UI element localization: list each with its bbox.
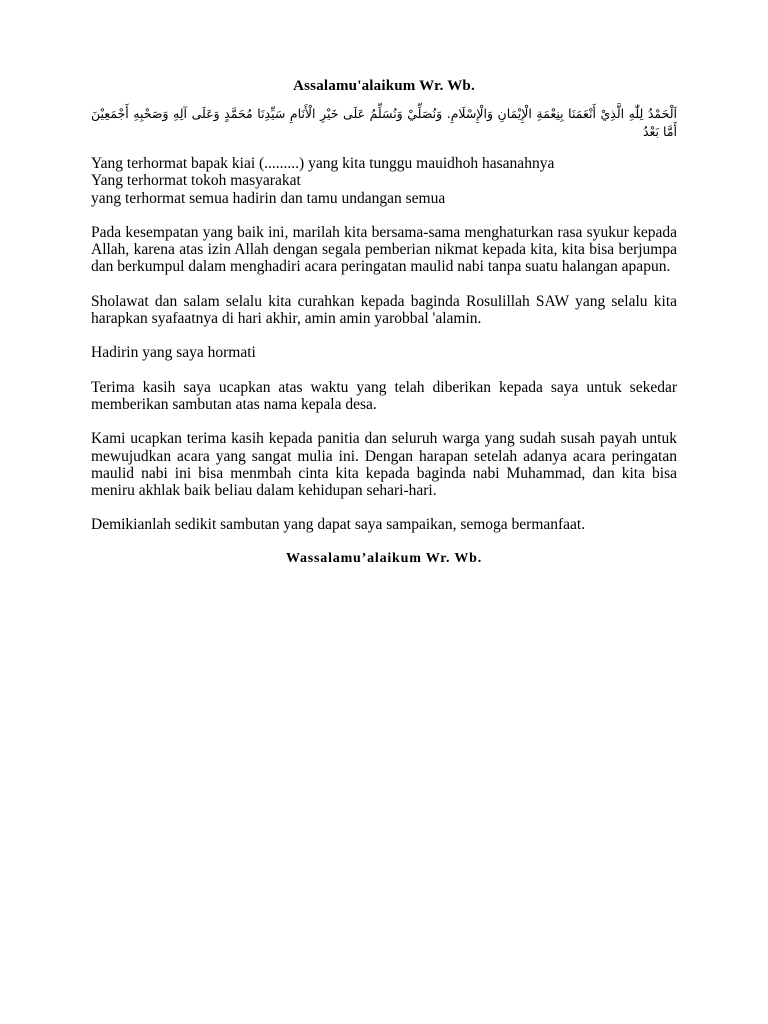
document-page: [91, 78, 677, 567]
opening-salutation: Assalamu'alaikum Wr. Wb.: [293, 78, 475, 94]
greeting-line-kiai: Yang terhormat bapak kiai (.........) yang kita tunggu mauidhoh hasanahnya: [91, 155, 555, 172]
greeting-line-tokoh: Yang terhormat tokoh masyarakat: [91, 172, 301, 190]
greetings-block: [91, 155, 677, 207]
paragraph-panitia: Kami ucapkan terima kasih kepada panitia dan seluruh warga yang sudah susah payah untuk mewujudkan acara yang sangat mulia ini. Dengan harapan setelah adanya acara peringatan maulid nabi ini bisa menmbah cinta kita kepada baginda nabi Muhammad, dan kita bisa meniru akhlak baik beliau dalam kehidupan sehari-hari.: [91, 430, 677, 500]
paragraph-syukur: Pada kesempatan yang baik ini, marilah kita bersama-sama menghaturkan rasa syukur kepada Allah, karena atas izin Allah dengan segala pemberian nikmat kepada kita, kita bisa berjumpa dan berkumpul dalam menghadiri acara peringatan maulid nabi tanpa suatu halangan apapun.: [91, 223, 677, 276]
hadirin-address: Hadirin yang saya hormati: [91, 344, 256, 362]
greeting-line-hadirin: yang terhormat semua hadirin dan tamu undangan semua: [91, 189, 446, 207]
paragraph-sholawat: Sholawat dan salam selalu kita curahkan kepada baginda Rosulillah SAW yang selalu kita harapkan syafaatnya di hari akhir, amin amin yarobbal 'alamin.: [91, 292, 677, 328]
paragraph-terima-kasih: Terima kasih saya ucapkan atas waktu yang telah diberikan kepada saya untuk sekedar memberikan sambutan atas nama kepala desa.: [91, 378, 677, 413]
closing-salutation: Wassalamu’alaikum Wr. Wb.: [285, 550, 483, 566]
paragraph-penutup: Demikianlah sedikit sambutan yang dapat saya sampaikan, semoga bermanfaat.: [91, 516, 586, 534]
arabic-opening-text: اَلْحَمْدُ لِلّٰهِ الَّذِيْ أَنْعَمَنَا بِنِعْمَةِ الْإِيْمَانِ وَالْإِسْلَامِ. وَنُصَلِّيْ وَنُسَلِّمُ عَلَى خَيْرِ الْأَنَامِ سَيِّدِنَا مُحَمَّدٍ وَعَلَى آلِهِ وَصَحْبِهِ أَجْمَعِيْنَ أَمَّا بَعْدُ: [91, 106, 677, 139]
